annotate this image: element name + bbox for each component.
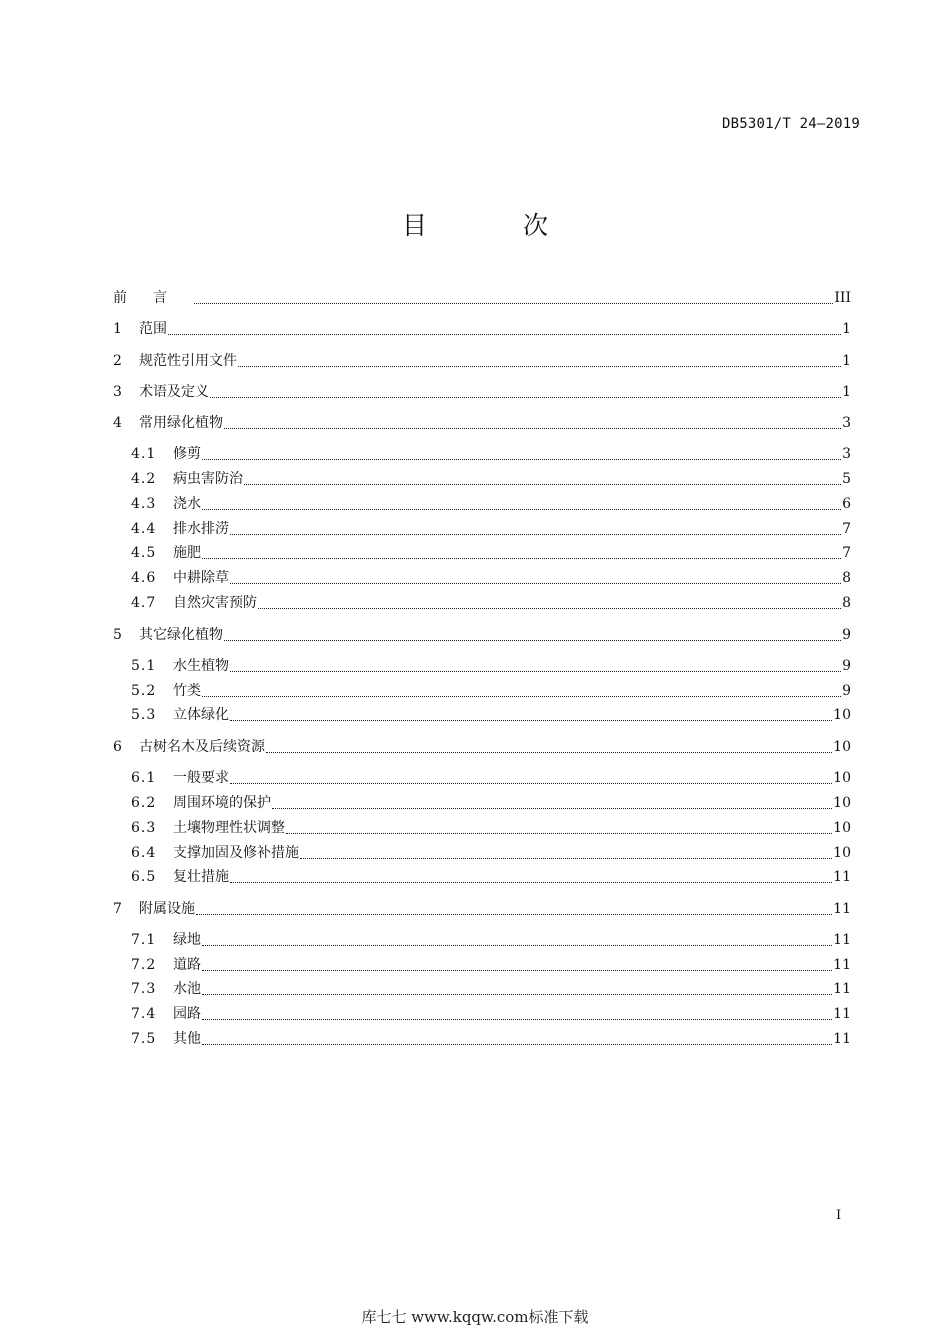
toc-entry[interactable]: [131, 681, 851, 701]
toc-entry-number: 4.4: [131, 521, 157, 537]
toc-entry[interactable]: [113, 625, 851, 645]
toc-leader-dots: [202, 1018, 832, 1020]
toc-entry-number: 7.4: [131, 1006, 157, 1022]
toc-leader-dots: [238, 365, 841, 367]
toc-entry[interactable]: [131, 867, 851, 887]
toc-entry-page: 11: [833, 1006, 851, 1022]
toc-entry-number: 5.3: [131, 707, 157, 723]
toc-entry[interactable]: [131, 930, 851, 950]
toc-entry-page: 11: [833, 932, 851, 948]
toc-entry[interactable]: [131, 519, 851, 539]
toc-entry-number: 7: [113, 901, 122, 917]
toc-entry-page: 7: [842, 521, 851, 537]
toc-entry-number: 3: [113, 384, 122, 400]
toc-entry-number: 6.3: [131, 820, 157, 836]
toc-entry[interactable]: [131, 1004, 851, 1024]
toc-entry-page: 5: [842, 471, 851, 487]
toc-entry-number: 4.5: [131, 545, 157, 561]
toc-entry-number: 4: [113, 415, 122, 431]
toc-entry-number: 4.1: [131, 446, 157, 462]
toc-entry-label: 竹类: [173, 683, 201, 699]
toc-leader-dots: [300, 857, 832, 859]
toc-entry-number: 1: [113, 321, 122, 337]
toc-entry-page: 10: [833, 707, 851, 723]
toc-entry[interactable]: [131, 955, 851, 975]
toc-entry-page: 1: [842, 353, 851, 369]
toc-entry-label: 常用绿化植物: [139, 415, 223, 431]
toc-entry[interactable]: [131, 444, 851, 464]
toc-entry-page: 11: [833, 957, 851, 973]
toc-entry-label: 排水排涝: [173, 521, 229, 537]
toc-entry[interactable]: [113, 319, 851, 339]
toc-leader-dots: [202, 1043, 832, 1045]
toc-entry-number: 6: [113, 739, 122, 755]
toc-entry-page: 9: [842, 627, 851, 643]
toc-entry-label: 古树名木及后续资源: [139, 739, 265, 755]
toc-entry-number: 6.2: [131, 795, 157, 811]
toc-entry-label: 其他: [173, 1031, 201, 1047]
toc-leader-dots: [272, 807, 832, 809]
toc-entry-label: 前言: [113, 290, 193, 306]
toc-leader-dots: [230, 881, 832, 883]
toc-entry-label: 术语及定义: [139, 384, 209, 400]
toc-entry-page: 7: [842, 545, 851, 561]
toc-entry-label: 道路: [173, 957, 201, 973]
toc-entry-page: 9: [842, 683, 851, 699]
toc-entry-page: 8: [842, 570, 851, 586]
toc-entry-label: 绿地: [173, 932, 201, 948]
toc-leader-dots: [202, 944, 832, 946]
toc-entry-label: 土壤物理性状调整: [173, 820, 285, 836]
toc-entry-label: 水池: [173, 981, 201, 997]
toc-entry-label: 自然灾害预防: [173, 595, 257, 611]
toc-leader-dots: [230, 582, 841, 584]
toc-entry-number: 6.4: [131, 845, 157, 861]
toc-entry[interactable]: [131, 593, 851, 613]
toc-entry-label: 其它绿化植物: [139, 627, 223, 643]
toc-entry-label: 周围环境的保护: [173, 795, 271, 811]
toc-leader-dots: [286, 832, 832, 834]
toc-entry-number: 6.1: [131, 770, 157, 786]
toc-entry[interactable]: [113, 899, 851, 919]
toc-entry-page: 10: [833, 770, 851, 786]
toc-entry-page: 11: [833, 981, 851, 997]
toc-entry-number: 6.5: [131, 869, 157, 885]
watermark-text: 库七七 www.kqqw.com标准下载: [361, 1308, 589, 1326]
toc-leader-dots: [202, 458, 841, 460]
toc-entry-number: 7.5: [131, 1031, 157, 1047]
toc-leader-dots: [202, 695, 841, 697]
toc-leader-dots: [202, 557, 841, 559]
toc-leader-dots: [202, 508, 841, 510]
toc-entry[interactable]: [131, 656, 851, 676]
toc-entry-page: 1: [842, 384, 851, 400]
toc-entry[interactable]: [131, 979, 851, 999]
toc-entry-number: 4.7: [131, 595, 157, 611]
toc-entry[interactable]: [131, 469, 851, 489]
toc-entry-page: 1: [842, 321, 851, 337]
toc-entry-page: 3: [842, 415, 851, 431]
toc-entry-page: 6: [842, 496, 851, 512]
toc-leader-dots: [230, 533, 841, 535]
toc-entry-number: 7.1: [131, 932, 157, 948]
toc-entry[interactable]: [131, 1029, 851, 1049]
toc-entry[interactable]: [113, 382, 851, 402]
toc-entry[interactable]: [113, 737, 851, 757]
toc-entry-label: 病虫害防治: [173, 471, 243, 487]
toc-entry-label: 规范性引用文件: [139, 353, 237, 369]
toc-entry[interactable]: [131, 793, 851, 813]
toc-leader-dots: [230, 782, 832, 784]
toc-leader-dots: [194, 302, 833, 304]
toc-entry[interactable]: [131, 568, 851, 588]
toc-leader-dots: [224, 427, 841, 429]
toc-entry-label: 支撑加固及修补措施: [173, 845, 299, 861]
toc-entry-number: 5.1: [131, 658, 157, 674]
toc-entry[interactable]: [113, 288, 851, 308]
toc-leader-dots: [266, 751, 832, 753]
toc-leader-dots: [196, 913, 832, 915]
toc-entry-label: 立体绿化: [173, 707, 229, 723]
toc-entry[interactable]: [131, 768, 851, 788]
toc-leader-dots: [202, 969, 832, 971]
toc-entry-label: 施肥: [173, 545, 201, 561]
toc-leader-dots: [244, 483, 841, 485]
toc-entry-number: 5.2: [131, 683, 157, 699]
toc-entry-page: 10: [833, 795, 851, 811]
toc-entry[interactable]: [113, 413, 851, 433]
document-code: DB5301/T 24—2019: [721, 116, 860, 132]
toc-entry-label: 浇水: [173, 496, 201, 512]
toc-entry[interactable]: [131, 843, 851, 863]
toc-leader-dots: [230, 719, 832, 721]
page-title: 目 次: [402, 211, 592, 240]
toc-entry-number: 4.2: [131, 471, 157, 487]
toc-entry-label: 一般要求: [173, 770, 229, 786]
toc-entry-page: 11: [833, 869, 851, 885]
toc-leader-dots: [230, 670, 841, 672]
toc-entry-number: 7.2: [131, 957, 157, 973]
toc-entry-label: 修剪: [173, 446, 201, 462]
toc-entry-label: 水生植物: [173, 658, 229, 674]
toc-leader-dots: [202, 993, 832, 995]
toc-entry-label: 范围: [139, 321, 167, 337]
toc-entry[interactable]: [131, 705, 851, 725]
toc-entry-page: 11: [833, 1031, 851, 1047]
toc-leader-dots: [224, 639, 841, 641]
toc-entry-label: 附属设施: [139, 901, 195, 917]
toc-entry-number: 4.6: [131, 570, 157, 586]
toc-entry-number: 7.3: [131, 981, 157, 997]
toc-entry-page: 8: [842, 595, 851, 611]
toc-entry-number: 4.3: [131, 496, 157, 512]
toc-entry[interactable]: [131, 818, 851, 838]
toc-leader-dots: [168, 333, 841, 335]
toc-entry-label: 中耕除草: [173, 570, 229, 586]
toc-entry-page: 10: [833, 820, 851, 836]
toc-entry-page: 10: [833, 739, 851, 755]
toc-entry-page: 11: [833, 901, 851, 917]
toc-entry-page: 10: [833, 845, 851, 861]
toc-entry-page: 9: [842, 658, 851, 674]
toc-entry-label: 复壮措施: [173, 869, 229, 885]
toc-entry-page: 3: [842, 446, 851, 462]
toc-entry-number: 2: [113, 353, 122, 369]
toc-entry-number: 5: [113, 627, 122, 643]
page-number: I: [836, 1208, 842, 1223]
toc-leader-dots: [258, 607, 841, 609]
toc-entry[interactable]: [131, 543, 851, 563]
toc-entry-page: III: [834, 290, 851, 306]
toc-entry[interactable]: [113, 351, 851, 371]
toc-entry[interactable]: [131, 494, 851, 514]
toc-leader-dots: [210, 396, 841, 398]
toc-entry-label: 园路: [173, 1006, 201, 1022]
